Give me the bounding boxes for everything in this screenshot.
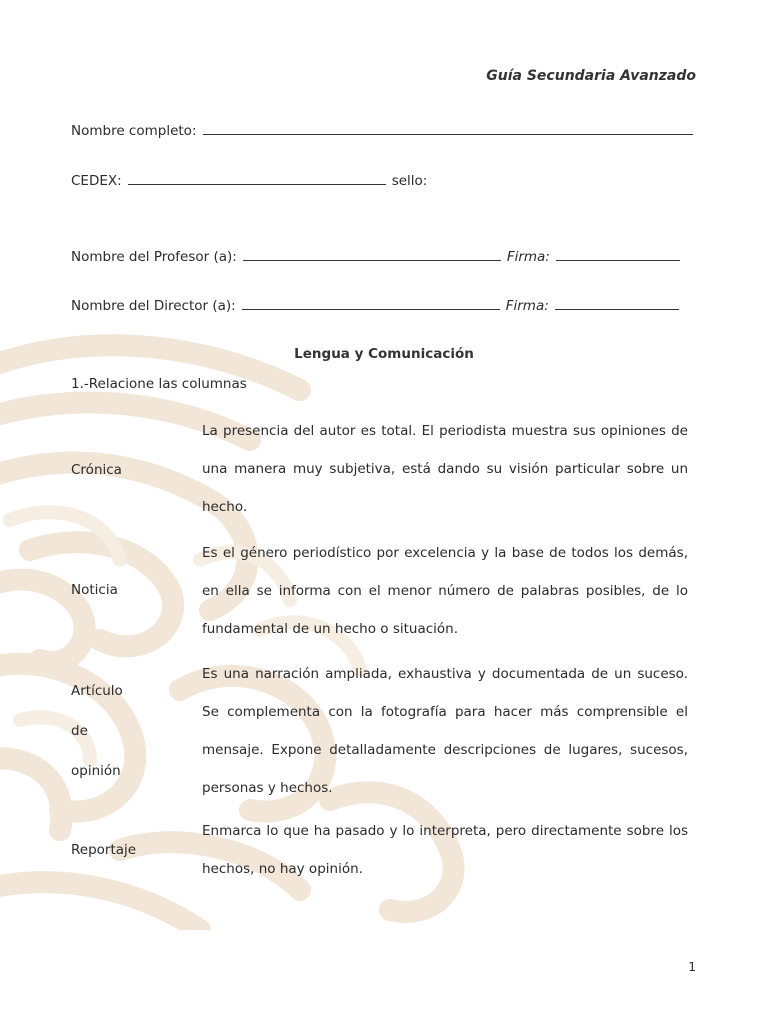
cedex-field xyxy=(71,170,427,189)
seal-label: sello: xyxy=(391,173,428,189)
cedex-label: CEDEX: xyxy=(71,173,122,189)
director-signature-label: Firma: xyxy=(505,298,549,314)
definition-2: Es el género periodístico por excelencia y la base de todos los demás, en ella se informa con el menor número de palabras posibles, de lo fundamental de un hecho o situación. xyxy=(202,545,688,637)
director-line[interactable] xyxy=(242,295,500,310)
teacher-signature-line[interactable] xyxy=(556,246,680,261)
term-articulo-de-opinion xyxy=(71,671,123,791)
term-reportaje xyxy=(71,831,136,869)
full-name-label: Nombre completo: xyxy=(71,123,197,139)
director-field xyxy=(71,295,679,314)
full-name-field xyxy=(71,120,693,139)
director-label: Nombre del Director (a): xyxy=(71,298,236,314)
term-line: Reportaje xyxy=(71,842,137,858)
definition-4: Enmarca lo que ha pasado y lo interpreta, pero directamente sobre los hechos, no hay opinión. xyxy=(202,823,688,877)
definition-1: La presencia del autor es total. El periodista muestra sus opiniones de una manera muy subjetiva, está dando su visión particular sobre un hecho. xyxy=(202,423,688,515)
term-cronica xyxy=(71,451,122,489)
instruction-text: 1.-Relacione las columnas xyxy=(71,376,247,392)
page-number: 1 xyxy=(688,960,696,974)
term-line: Artículo xyxy=(71,683,123,699)
teacher-signature-label: Firma: xyxy=(506,249,550,265)
term-line: de xyxy=(71,723,88,739)
term-line: opinión xyxy=(71,763,121,779)
full-name-line[interactable] xyxy=(203,120,693,135)
teacher-field xyxy=(71,246,680,265)
term-line: Crónica xyxy=(71,462,122,478)
section-title: Lengua y Comunicación xyxy=(294,346,474,362)
definition-3: Es una narración ampliada, exhaustiva y documentada de un suceso. Se complementa con la fotografía para hacer más comprensible el mensaje. Expone detalladamente descripciones de lugares, sucesos, personas y hechos. xyxy=(202,666,688,796)
director-signature-line[interactable] xyxy=(555,295,679,310)
teacher-line[interactable] xyxy=(243,246,501,261)
cedex-line[interactable] xyxy=(128,170,386,185)
document-header: Guía Secundaria Avanzado xyxy=(486,68,696,84)
term-line: Noticia xyxy=(71,582,118,598)
term-noticia xyxy=(71,571,118,609)
teacher-label: Nombre del Profesor (a): xyxy=(71,249,237,265)
